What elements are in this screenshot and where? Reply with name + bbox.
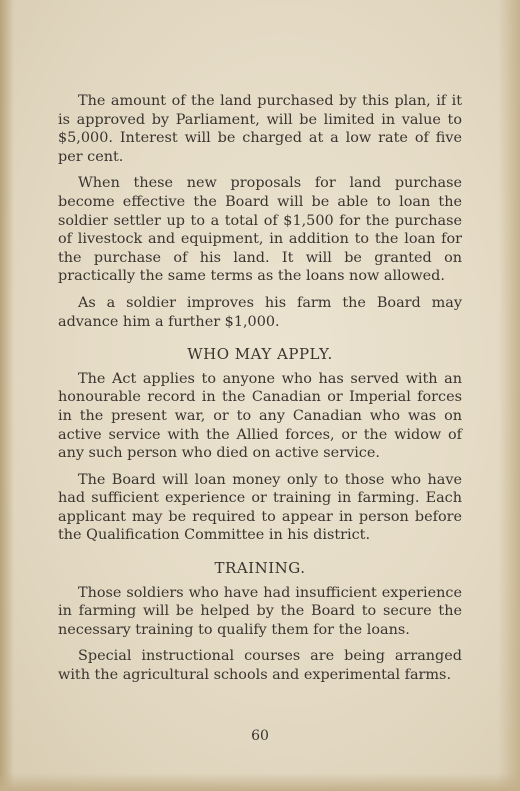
paragraph: Special instructional courses are being arranged with the agricultural schools and experimental farms. — [58, 648, 462, 684]
page-number: 60 — [251, 728, 269, 744]
section-heading-training: TRAINING. — [214, 559, 306, 578]
body-text — [58, 92, 462, 693]
paragraph: The Act applies to anyone who has served with an honourable record in the Canadian or Imperial forces in the present war, or to any Canadian who was on active service with the Allied forces, or the widow of any such person who died on active service. — [58, 370, 462, 462]
paragraph: The Board will loan money only to those who have had sufficient experience or training in farming. Each applicant may be required to appear in person before the Qualification Committee in his district. — [58, 471, 462, 544]
section-heading-who-may-apply: WHO MAY APPLY. — [187, 345, 333, 364]
page-left-edge — [0, 0, 14, 791]
paragraph: The amount of the land purchased by this plan, if it is approved by Parliament, will be limited in value to $5,000. Interest will be charged at a low rate of five per cent. — [58, 93, 462, 165]
paragraph: When these new proposals for land purchase become effective the Board will be able to loan the soldier settler up to a total of $1,500 for the purchase of livestock and equipment, in addition to the loan for the purchase of his land. It will be granted on practically the same terms as the loans now allowed. — [58, 175, 462, 285]
paragraph: Those soldiers who have had insufficient experience in farming will be helped by the Board to secure the necessary training to qualify them for the loans. — [58, 584, 462, 638]
page-bottom-edge — [0, 773, 520, 791]
paragraph: As a soldier improves his farm the Board may advance him a further $1,000. — [58, 294, 462, 330]
page-right-edge — [498, 0, 520, 791]
